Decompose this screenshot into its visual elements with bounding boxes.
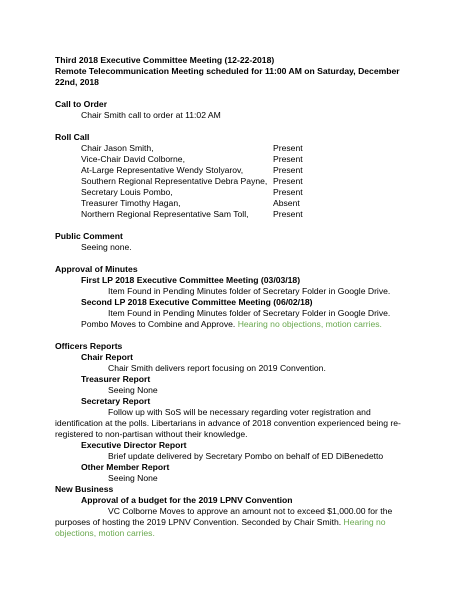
approval-motion — [81, 319, 382, 330]
second-meeting-title: Second LP 2018 Executive Committee Meeting (06/02/18) — [81, 297, 313, 307]
secretary-report-line2: identification at the polls. Libertarians in advance of 2018 convention experienced being re- — [55, 418, 401, 428]
new-business-heading: New Business — [55, 484, 114, 494]
secretary-report-line1: Follow up with SoS will be necessary regarding voter registration and — [108, 407, 371, 417]
member-status: Present — [273, 165, 303, 175]
call-to-order-heading: Call to Order — [55, 99, 108, 109]
meeting-subtitle-line1: Remote Telecommunication Meeting scheduled for 11:00 AM on Saturday, December — [55, 66, 400, 76]
member-name: Chair Jason Smith, — [81, 143, 154, 153]
budget-motion-line2 — [55, 517, 386, 528]
second-meeting-text: Item Found in Pending Minutes folder of Secretary Folder in Google Drive. — [108, 308, 391, 318]
public-comment-text: Seeing none. — [81, 242, 132, 252]
executive-director-report-text: Brief update delivered by Secretary Pombo on behalf of ED DiBenedetto — [108, 451, 384, 461]
budget-motion-line3: objections, motion carries. — [55, 528, 155, 538]
meeting-title: Third 2018 Executive Committee Meeting (12-22-2018) — [55, 55, 275, 65]
chair-report-heading: Chair Report — [81, 352, 134, 362]
treasurer-report-text: Seeing None — [108, 385, 158, 395]
approval-motion-result: Hearing no objections, motion carries. — [237, 319, 382, 329]
other-member-report-heading: Other Member Report — [81, 462, 170, 472]
member-status: Present — [273, 187, 303, 197]
member-name: At-Large Representative Wendy Stolyarov, — [81, 165, 244, 175]
approval-motion-text: Pombo Moves to Combine and Approve. — [81, 319, 238, 329]
secretary-report-heading: Secretary Report — [81, 396, 151, 406]
executive-director-report-heading: Executive Director Report — [81, 440, 187, 450]
member-name: Vice-Chair David Colborne, — [81, 154, 185, 164]
member-status: Present — [273, 143, 303, 153]
member-name: Secretary Louis Pombo, — [81, 187, 173, 197]
member-status: Present — [273, 176, 303, 186]
budget-item-title: Approval of a budget for the 2019 LPNV Convention — [81, 495, 293, 505]
public-comment-heading: Public Comment — [55, 231, 123, 241]
member-name: Northern Regional Representative Sam Toll, — [81, 209, 249, 219]
member-status: Present — [273, 209, 303, 219]
approval-heading: Approval of Minutes — [55, 264, 138, 274]
first-meeting-text: Item Found in Pending Minutes folder of Secretary Folder in Google Drive. — [108, 286, 391, 296]
roll-call-heading: Roll Call — [55, 132, 90, 142]
member-name: Treasurer Timothy Hagan, — [81, 198, 181, 208]
secretary-report-line3: registered to non-partisan without their knowledge. — [55, 429, 248, 439]
budget-motion-line1: VC Colborne Moves to approve an amount not to exceed $1,000.00 for the — [108, 506, 393, 516]
budget-motion-line2-result: Hearing no — [343, 517, 386, 527]
member-status: Absent — [273, 198, 300, 208]
officers-reports-heading: Officers Reports — [55, 341, 123, 351]
call-to-order-text: Chair Smith call to order at 11:02 AM — [81, 110, 221, 120]
chair-report-text: Chair Smith delivers report focusing on 2019 Convention. — [108, 363, 326, 373]
budget-motion-line2-text: purposes of hosting the 2019 LPNV Convention. Seconded by Chair Smith. — [55, 517, 344, 527]
first-meeting-title: First LP 2018 Executive Committee Meeting (03/03/18) — [81, 275, 301, 285]
other-member-report-text: Seeing None — [108, 473, 158, 483]
member-status: Present — [273, 154, 303, 164]
treasurer-report-heading: Treasurer Report — [81, 374, 151, 384]
meeting-subtitle-line2: 22nd, 2018 — [55, 77, 99, 87]
member-name: Southern Regional Representative Debra Payne, — [81, 176, 268, 186]
